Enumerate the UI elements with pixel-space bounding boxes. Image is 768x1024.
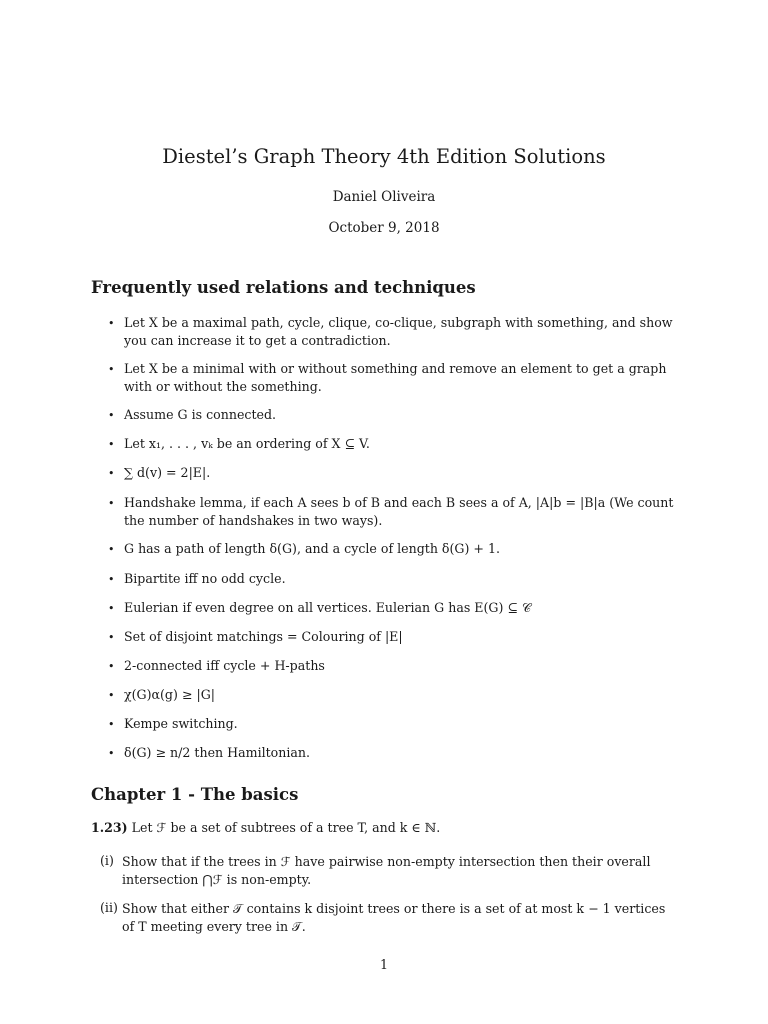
bullet-icon: •	[108, 317, 115, 330]
bullet-icon: •	[108, 660, 115, 673]
subpart-text: Show that either 𝒯 contains k disjoint trees or there is a set of at most k − 1 vertices of T meeting every tree in 𝒯.	[122, 901, 666, 934]
bullet-icon: •	[108, 689, 115, 702]
bullet-icon: •	[108, 573, 115, 586]
bullet-icon: •	[108, 467, 115, 480]
list-item-text: Bipartite iff no odd cycle.	[124, 571, 286, 586]
section-heading-chapter1: Chapter 1 - The basics	[91, 785, 299, 804]
bullet-icon: •	[108, 438, 115, 451]
list-item-text: Assume G is connected.	[124, 407, 277, 422]
bullet-icon: •	[108, 747, 115, 760]
paper-date: October 9, 2018	[328, 220, 440, 236]
problem-number: 1.23)	[91, 820, 128, 835]
list-item-text: G has a path of length δ(G), and a cycle of length δ(G) + 1.	[124, 541, 500, 556]
list-item-text: Kempe switching.	[124, 716, 238, 731]
bullet-icon: •	[108, 602, 115, 615]
list-item-text: Eulerian if even degree on all vertices. Eulerian G has E(G) ⊆ 𝒞	[124, 600, 532, 615]
page-number: 1	[379, 957, 388, 972]
list-item-text: Set of disjoint matchings = Colouring of |E|	[124, 629, 403, 644]
section-heading-techniques: Frequently used relations and techniques	[91, 278, 476, 297]
list-item-text: Handshake lemma, if each A sees b of B and each B sees a of A, |A|b = |B|a (We count the number of handshakes in two ways).	[124, 495, 674, 528]
list-item-text: Let X be a maximal path, cycle, clique, co-clique, subgraph with something, and show you can increase it to get a contradiction.	[124, 315, 673, 348]
problem-text: Let ℱ be a set of subtrees of a tree T, and k ∈ ℕ.	[131, 820, 441, 835]
list-item-text: Let x₁, . . . , vₖ be an ordering of X ⊆ V.	[124, 436, 370, 451]
list-item-text: ∑ d(v) = 2|E|.	[124, 465, 211, 480]
bullet-icon: •	[108, 631, 115, 644]
list-item-text: δ(G) ≥ n/2 then Hamiltonian.	[124, 745, 311, 760]
list-item-text: Let X be a minimal with or without something and remove an element to get a graph with or without the something.	[124, 361, 667, 394]
subpart-label: (i)	[100, 853, 114, 868]
paper-author: Daniel Oliveira	[332, 189, 436, 205]
subpart-text: Show that if the trees in ℱ have pairwise non-empty intersection then their overall intersection ⋂ℱ is non-empty.	[122, 854, 651, 887]
bullet-icon: •	[108, 363, 115, 376]
list-item-text: χ(G)α(g) ≥ |G|	[124, 687, 216, 702]
paper-title: Diestel’s Graph Theory 4th Edition Solutions	[162, 145, 606, 168]
bullet-icon: •	[108, 543, 115, 556]
bullet-icon: •	[108, 497, 115, 510]
list-item-text: 2-connected iff cycle + H-paths	[124, 658, 325, 673]
subpart-label: (ii)	[100, 900, 118, 915]
bullet-icon: •	[108, 409, 115, 422]
bullet-icon: •	[108, 718, 115, 731]
problem-statement	[91, 820, 681, 835]
